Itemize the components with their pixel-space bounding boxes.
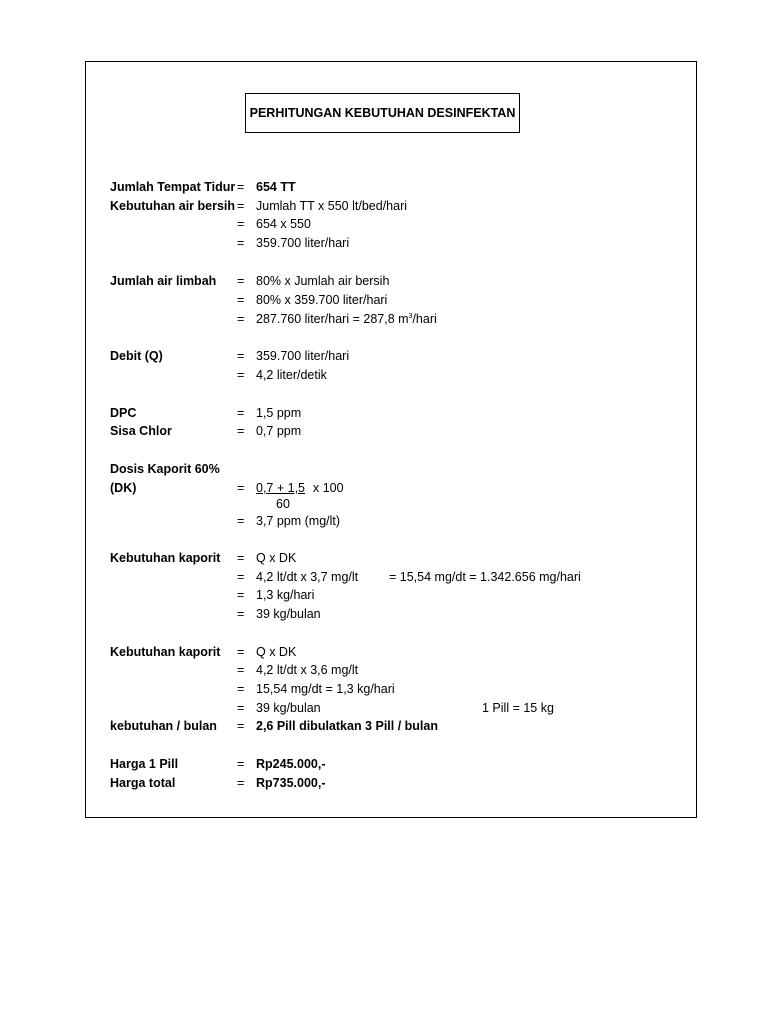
harga-total-label: Harga total <box>110 776 176 790</box>
equals-sign: = <box>237 701 245 715</box>
equals-sign: = <box>237 236 245 250</box>
page-frame <box>85 61 697 818</box>
air-limbah-line3-b: /hari <box>412 312 437 326</box>
debit-line2: 4,2 liter/detik <box>256 368 327 382</box>
kaporit2-label: Kebutuhan kaporit <box>110 645 221 659</box>
equals-sign: = <box>237 645 245 659</box>
equals-sign: = <box>237 551 245 565</box>
kaporit1-line2: 4,2 lt/dt x 3,7 mg/lt <box>256 570 359 584</box>
kaporit1-label: Kebutuhan kaporit <box>110 551 221 565</box>
equals-sign: = <box>237 776 245 790</box>
cubic-superscript: 3 <box>408 313 413 320</box>
tt-label: Jumlah Tempat Tidur <box>110 180 236 194</box>
dosis-label-2: (DK) <box>110 481 137 495</box>
harga-total-value: Rp735.000,- <box>256 776 326 790</box>
tt-value: 654 TT <box>256 180 296 194</box>
equals-sign: = <box>237 274 245 288</box>
equals-sign: = <box>237 481 245 495</box>
debit-label: Debit (Q) <box>110 349 163 363</box>
air-bersih-label: Kebutuhan air bersih <box>110 199 236 213</box>
dpc-value: 1,5 ppm <box>256 406 302 420</box>
kaporit1-line1: Q x DK <box>256 551 297 565</box>
kaporit2-line2: 4,2 lt/dt x 3,6 mg/lt <box>256 663 359 677</box>
equals-sign: = <box>237 514 245 528</box>
sisa-chlor-value: 0,7 ppm <box>256 424 302 438</box>
equals-sign: = <box>237 424 245 438</box>
dosis-times: x 100 <box>313 481 344 495</box>
dosis-numerator: 0,7 + 1,5 <box>256 481 305 495</box>
equals-sign: = <box>237 588 245 602</box>
dpc-label: DPC <box>110 406 137 420</box>
harga-pill-value: Rp245.000,- <box>256 757 326 771</box>
air-limbah-label: Jumlah air limbah <box>110 274 217 288</box>
equals-sign: = <box>237 199 245 213</box>
air-limbah-line3-a: 287.760 liter/hari = 287,8 m <box>256 312 409 326</box>
equals-sign: = <box>237 663 245 677</box>
air-bersih-line1: Jumlah TT x 550 lt/bed/hari <box>256 199 408 213</box>
kaporit1-line2-extra: = 15,54 mg/dt = 1.342.656 mg/hari <box>389 570 581 584</box>
equals-sign: = <box>237 312 245 326</box>
air-bersih-line2: 654 x 550 <box>256 217 311 231</box>
kaporit2-line1: Q x DK <box>256 645 297 659</box>
pill-note: 1 Pill = 15 kg <box>482 701 554 715</box>
kaporit2-line3: 15,54 mg/dt = 1,3 kg/hari <box>256 682 395 696</box>
per-bulan-label: kebutuhan / bulan <box>110 719 217 733</box>
debit-line1: 359.700 liter/hari <box>256 349 350 363</box>
air-bersih-line3: 359.700 liter/hari <box>256 236 350 250</box>
equals-sign: = <box>237 180 245 194</box>
equals-sign: = <box>237 368 245 382</box>
equals-sign: = <box>237 570 245 584</box>
sisa-chlor-label: Sisa Chlor <box>110 424 172 438</box>
equals-sign: = <box>237 682 245 696</box>
air-limbah-line1: 80% x Jumlah air bersih <box>256 274 390 288</box>
equals-sign: = <box>237 719 245 733</box>
dosis-result: 3,7 ppm (mg/lt) <box>256 514 341 528</box>
equals-sign: = <box>237 406 245 420</box>
air-limbah-line2: 80% x 359.700 liter/hari <box>256 293 388 307</box>
equals-sign: = <box>237 349 245 363</box>
document-title <box>245 93 520 133</box>
equals-sign: = <box>237 757 245 771</box>
equals-sign: = <box>237 217 245 231</box>
document-title-text: PERHITUNGAN KEBUTUHAN DESINFEKTAN <box>249 106 516 120</box>
kaporit2-line4: 39 kg/bulan <box>256 701 321 715</box>
kaporit1-line3: 1,3 kg/hari <box>256 588 315 602</box>
per-bulan-value: 2,6 Pill dibulatkan 3 Pill / bulan <box>256 719 438 733</box>
equals-sign: = <box>237 293 245 307</box>
dosis-denominator: 60 <box>276 497 290 511</box>
kaporit1-line4: 39 kg/bulan <box>256 607 321 621</box>
harga-pill-label: Harga 1 Pill <box>110 757 179 771</box>
equals-sign: = <box>237 607 245 621</box>
air-limbah-line3 <box>256 311 437 327</box>
dosis-label-1: Dosis Kaporit 60% <box>110 462 220 476</box>
